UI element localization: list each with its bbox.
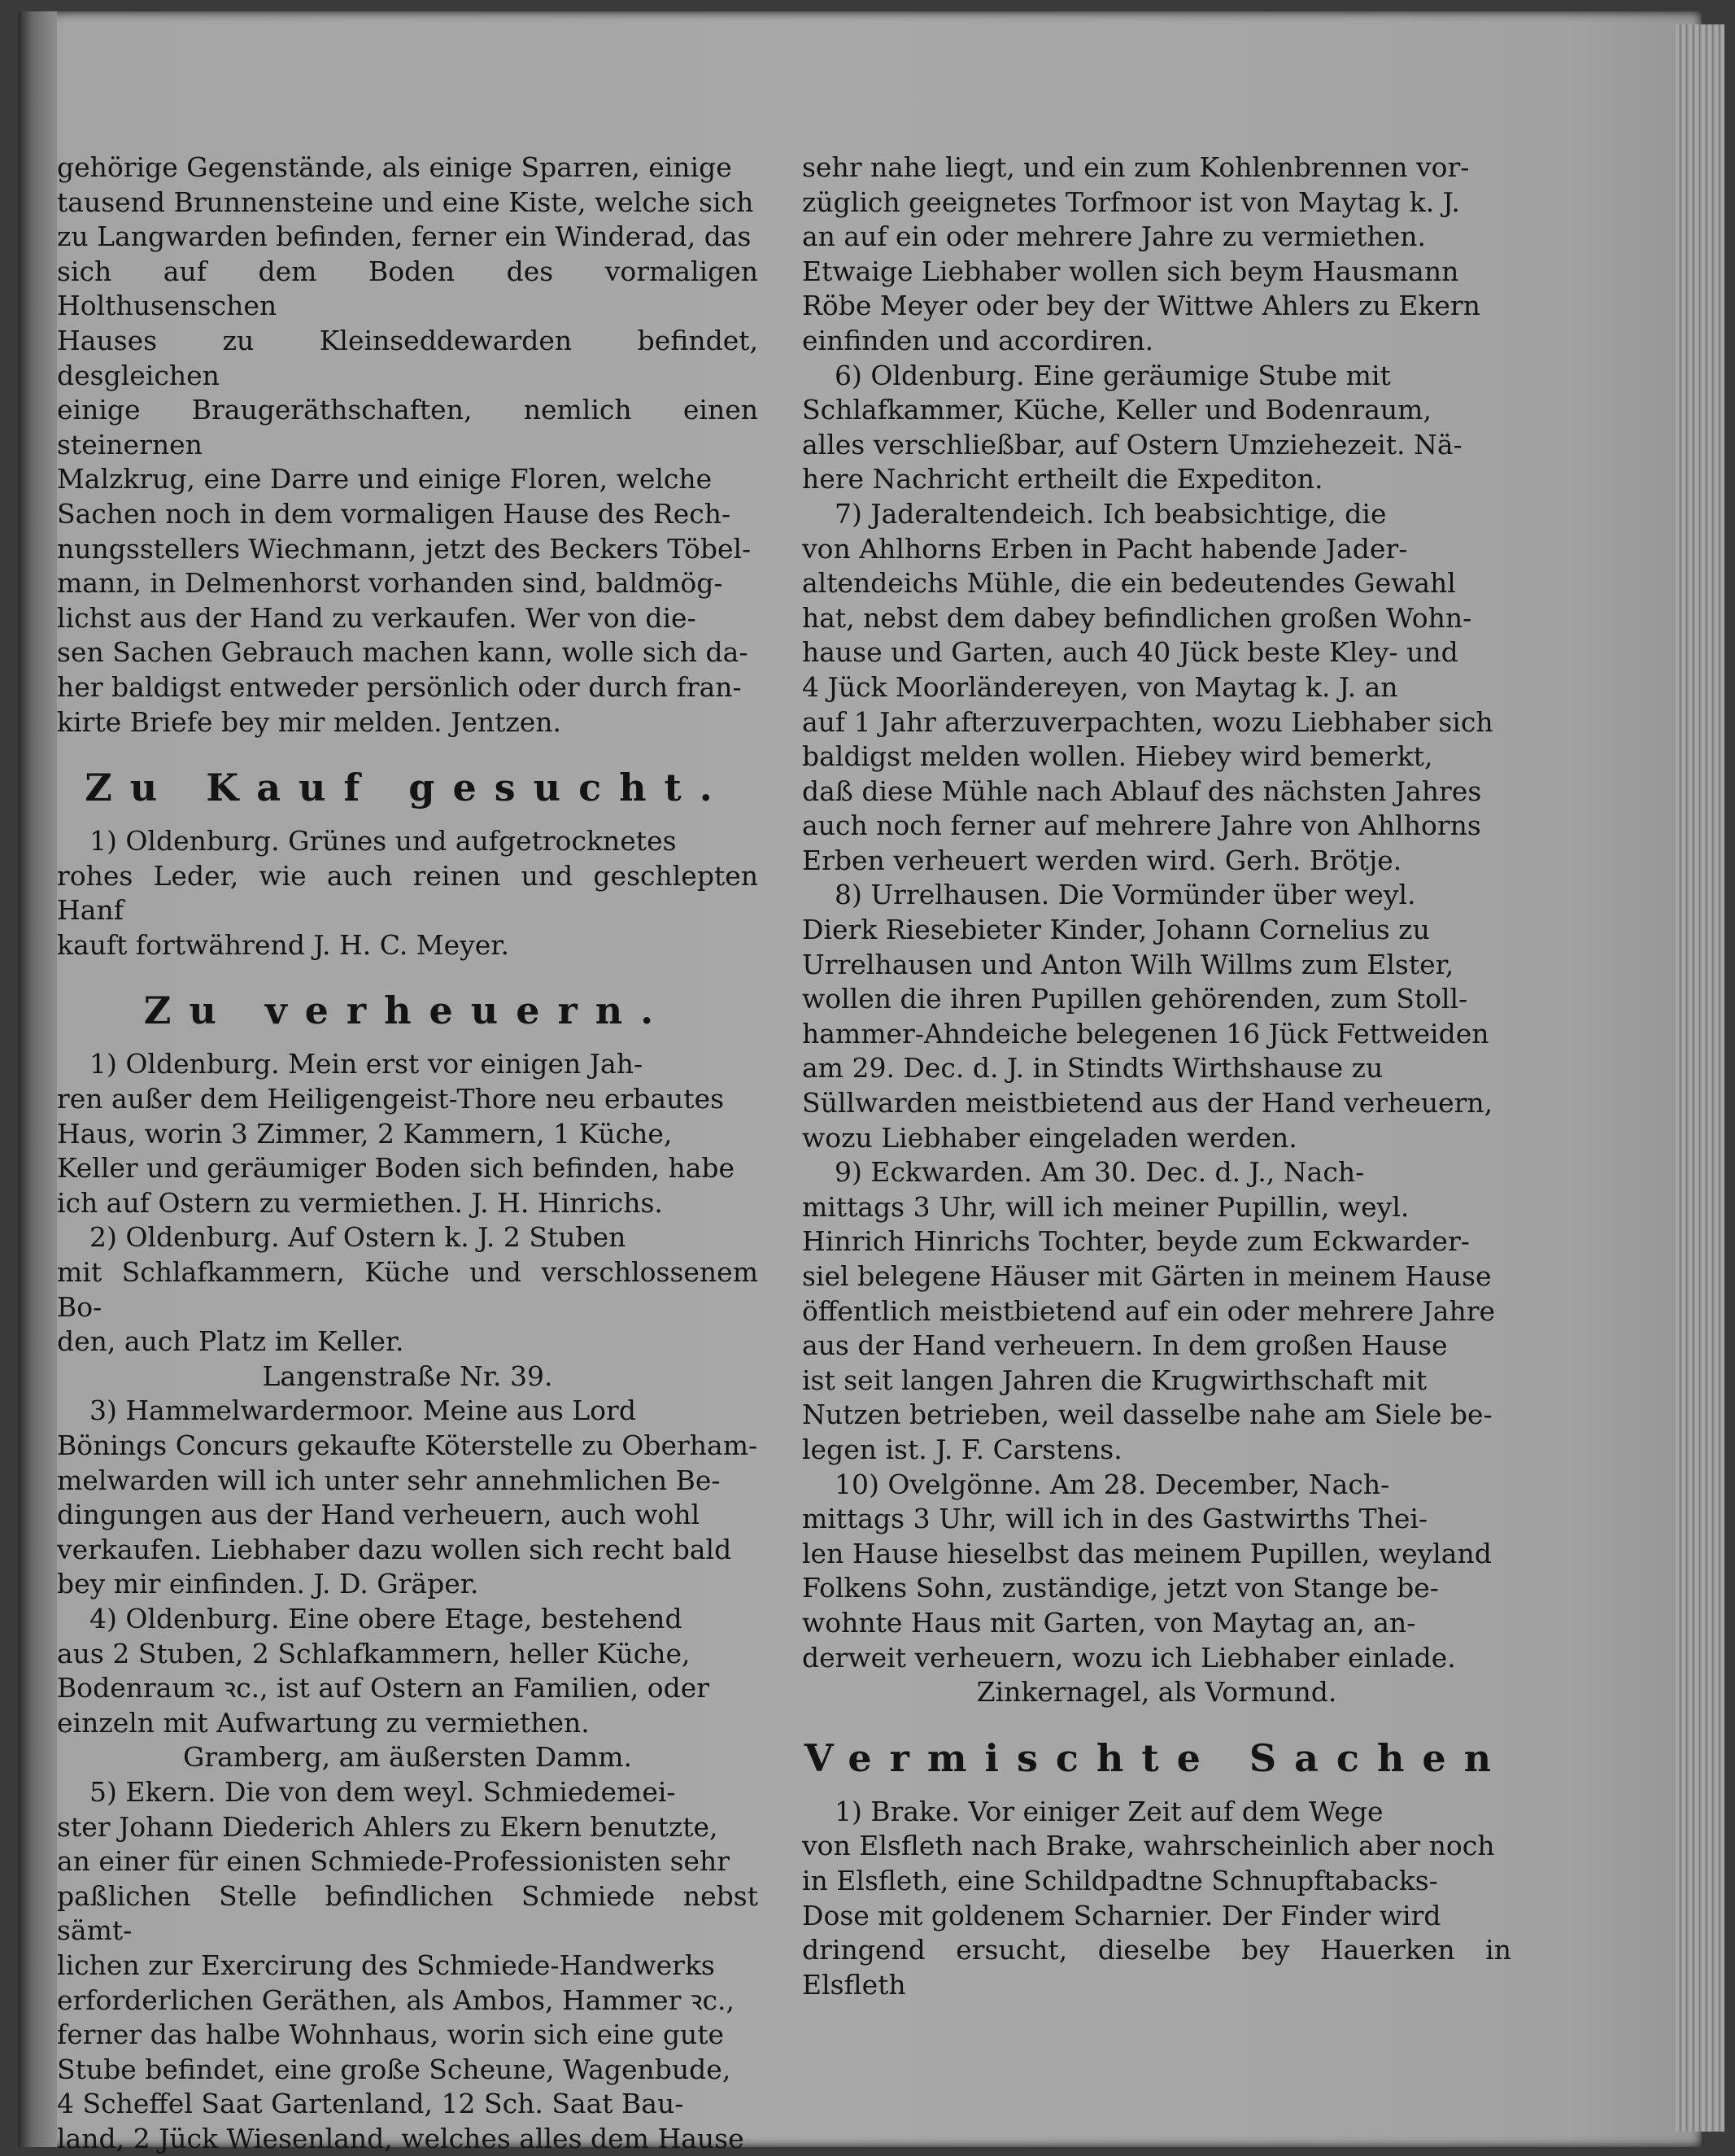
text-line: lichen zur Exercirung des Schmiede-Handwerks <box>57 1949 715 1981</box>
text-line: einfinden und accordiren. <box>802 324 1154 356</box>
text-line: Urrelhausen und Anton Wilh Willms zum Elster, <box>802 948 1454 980</box>
text-line: 4 Scheffel Saat Gartenland, 12 Sch. Saat Bau- <box>57 2088 684 2120</box>
text-line: Hauses zu Kleinseddewarden befindet, desgleichen <box>57 324 758 391</box>
intro-notice <box>57 151 758 740</box>
text-line: wollen die ihren Pupillen gehörenden, zum Stoll- <box>802 983 1468 1015</box>
text-line: rohes Leder, wie auch reinen und geschlepten Hanf <box>57 859 758 927</box>
text-line: altendeichs Mühle, die ein bedeutendes Gewahl <box>802 567 1456 600</box>
text-line: sich auf dem Boden des vormaligen Holthusenschen <box>57 255 758 322</box>
text-line: melwarden will ich unter sehr annehmlichen Be- <box>57 1464 721 1496</box>
text-line: an einer für einen Schmiede-Professionisten sehr <box>57 1845 730 1878</box>
notice-verheuern-7 <box>802 497 1511 879</box>
section-heading-vermischte: Vermischte Sachen <box>804 1735 1510 1780</box>
notice-verheuern-3 <box>57 1394 758 1602</box>
text-line: legen ist. J. F. Carstens. <box>802 1433 1123 1465</box>
text-line: ich auf Ostern zu vermiethen. J. H. Hinrichs. <box>57 1186 663 1219</box>
section-heading-kauf: Zu Kauf gesucht. <box>85 766 730 810</box>
notice-vermischte-1 <box>802 1795 1511 2003</box>
text-line: Erben verheuert werden wird. Gerh. Brötje. <box>802 844 1402 876</box>
text-line: Bönings Concurs gekaufte Köterstelle zu Oberham- <box>57 1429 758 1461</box>
notice-verheuern-10 <box>802 1468 1511 1710</box>
text-line: kirte Briefe bey mir melden. Jentzen. <box>57 705 562 738</box>
text-line: 3) Hammelwardermoor. Meine aus Lord <box>89 1394 636 1427</box>
text-line: 2) Oldenburg. Auf Ostern k. J. 2 Stuben <box>89 1221 626 1254</box>
text-line: derweit verheuern, wozu ich Liebhaber einlade. <box>802 1641 1456 1674</box>
notice-verheuern-8 <box>802 878 1511 1155</box>
text-line: öffentlich meistbietend auf ein oder mehrere Jahre <box>802 1294 1496 1327</box>
notice-verheuern-9 <box>802 1155 1511 1467</box>
text-line: Etwaige Liebhaber wollen sich beym Hausmann <box>802 255 1459 287</box>
text-line: 1) Brake. Vor einiger Zeit auf dem Wege <box>835 1795 1384 1827</box>
text-line: mittags 3 Uhr, will ich in des Gastwirths Thei- <box>802 1503 1428 1535</box>
text-line: ren außer dem Heiligengeist-Thore neu erbautes <box>57 1083 725 1115</box>
text-line: sehr nahe liegt, und ein zum Kohlenbrennen vor- <box>802 151 1470 183</box>
text-line: aus der Hand verheuern. In dem großen Hause <box>802 1329 1448 1362</box>
text-line: 6) Oldenburg. Eine geräumige Stube mit <box>835 359 1391 391</box>
text-line: Folkens Sohn, zuständige, jetzt von Stange be- <box>802 1572 1439 1604</box>
text-line: 4) Oldenburg. Eine obere Etage, bestehend <box>89 1602 682 1634</box>
text-line: Bodenraum ꝛc., ist auf Ostern an Familien, oder <box>57 1672 710 1704</box>
text-line: von Ahlhorns Erben in Pacht habende Jader- <box>802 532 1408 565</box>
notice-verheuern-4 <box>57 1602 758 1775</box>
text-line: den, auch Platz im Keller. <box>57 1325 404 1358</box>
text-line: dingungen aus der Hand verheuern, auch wohl <box>57 1499 700 1531</box>
text-line: mit Schlafkammern, Küche und verschlossenem Bo- <box>57 1256 758 1323</box>
text-line: gehörige Gegenstände, als einige Sparren, einige <box>57 151 732 183</box>
text-line: daß diese Mühle nach Ablauf des nächsten Jahres <box>802 775 1482 807</box>
text-line: Nutzen betrieben, weil dasselbe nahe am Siele be- <box>802 1399 1493 1431</box>
text-line: hammer-Ahndeiche belegenen 16 Jück Fettweiden <box>802 1017 1489 1050</box>
text-line: an auf ein oder mehrere Jahre zu vermiethen. <box>802 220 1427 253</box>
text-line: am 29. Dec. d. J. in Stindts Wirthshause zu <box>802 1052 1384 1085</box>
text-line: 10) Ovelgönne. Am 28. December, Nach- <box>835 1468 1390 1500</box>
text-line: 5) Ekern. Die von dem weyl. Schmiedemei- <box>89 1775 676 1808</box>
text-line: len Hause hieselbst das meinem Pupillen, weyland <box>802 1537 1492 1569</box>
text-line: Malzkrug, eine Darre und einige Floren, welche <box>57 463 713 495</box>
notice-signature: Zinkernagel, als Vormund. <box>976 1676 1337 1709</box>
text-line: zu Langwarden befinden, ferner ein Winderad, das <box>57 220 752 253</box>
notice-kauf-1 <box>57 824 758 962</box>
text-line: züglich geeignetes Torfmoor ist von Maytag k. J. <box>802 185 1460 218</box>
text-line: ferner das halbe Wohnhaus, worin sich eine gute <box>57 2019 724 2051</box>
text-line: Keller und geräumiger Boden sich befinden, habe <box>57 1152 735 1185</box>
text-line: lichst aus der Hand zu verkaufen. Wer von die- <box>57 601 696 634</box>
page-stack-edge <box>1676 24 1724 2132</box>
text-line: siel belegene Häuser mit Gärten in meinem Hause <box>802 1260 1492 1292</box>
text-line: baldigst melden wollen. Hiebey wird bemerkt, <box>802 740 1433 773</box>
text-line: paßlichen Stelle befindlichen Schmiede nebst sämt- <box>57 1879 758 1947</box>
text-line: Röbe Meyer oder bey der Wittwe Ahlers zu Ekern <box>802 290 1480 322</box>
text-line: von Elsfleth nach Brake, wahrscheinlich aber noch <box>802 1830 1495 1862</box>
text-line: Süllwarden meistbietend aus der Hand verheuern, <box>802 1087 1493 1119</box>
notice-verheuern-6 <box>802 359 1511 497</box>
text-line: 8) Urrelhausen. Die Vormünder über weyl. <box>835 879 1416 911</box>
text-line: verkaufen. Liebhaber dazu wollen sich recht bald <box>57 1533 732 1565</box>
text-line: nungsstellers Wiechmann, jetzt des Beckers Töbel- <box>57 532 752 565</box>
text-line: erforderlichen Geräthen, als Ambos, Hammer ꝛc., <box>57 1984 735 2016</box>
text-line: mann, in Delmenhorst vorhanden sind, baldmög- <box>57 567 723 600</box>
notice-signature: Langenstraße Nr. 39. <box>262 1360 553 1392</box>
left-column <box>57 151 758 2156</box>
text-line: her baldigst entweder persönlich oder durch fran- <box>57 670 742 703</box>
text-line: in Elsfleth, eine Schildpadtne Schnupftabacks- <box>802 1864 1438 1896</box>
text-line: kauft fortwährend J. H. C. Meyer. <box>57 928 509 961</box>
text-line: Sachen noch in dem vormaligen Hause des Rech- <box>57 497 731 530</box>
text-line: auch noch ferner auf mehrere Jahre von Ahlhorns <box>802 810 1481 842</box>
text-line: here Nachricht ertheilt die Expediton. <box>802 463 1323 495</box>
text-line: 9) Eckwarden. Am 30. Dec. d. J., Nach- <box>835 1156 1365 1189</box>
notice-verheuern-2 <box>57 1220 758 1394</box>
text-line: 4 Jück Moorländereyen, von Maytag k. J. an <box>802 670 1398 703</box>
text-line: 1) Oldenburg. Mein erst vor einigen Jah- <box>89 1048 643 1080</box>
text-line: wozu Liebhaber eingeladen werden. <box>802 1121 1297 1154</box>
text-line: wohnte Haus mit Garten, von Maytag an, an- <box>802 1606 1416 1639</box>
section-heading-verheuern: Zu verheuern. <box>143 989 672 1033</box>
text-line: Stube befindet, eine große Scheune, Wagenbude, <box>57 2053 731 2085</box>
text-line: einzeln mit Aufwartung zu vermiethen. <box>57 1706 590 1739</box>
text-line: aus 2 Stuben, 2 Schlafkammern, heller Küche, <box>57 1637 691 1669</box>
text-line: sen Sachen Gebrauch machen kann, wolle sich da- <box>57 636 748 669</box>
text-line: Hinrich Hinrichs Tochter, beyde zum Eckwarder- <box>802 1225 1470 1258</box>
text-line: Schlafkammer, Küche, Keller und Bodenraum, <box>802 394 1432 426</box>
text-line: hause und Garten, auch 40 Jück beste Kley- und <box>802 636 1458 669</box>
text-line: alles verschließbar, auf Ostern Umziehezeit. Nä- <box>802 428 1463 460</box>
text-line: 1) Oldenburg. Grünes und aufgetrocknetes <box>89 825 677 858</box>
notice-verheuern-1 <box>57 1047 758 1220</box>
text-line: Haus, worin 3 Zimmer, 2 Kammern, 1 Küche, <box>57 1117 673 1150</box>
text-line: ist seit langen Jahren die Krugwirthschaft mit <box>802 1364 1428 1396</box>
notice-signature: Gramberg, am äußersten Damm. <box>182 1741 633 1774</box>
notice-verheuern-5-continued <box>802 151 1511 359</box>
text-line: auf 1 Jahr afterzuverpachten, wozu Liebhaber sich <box>802 705 1493 738</box>
text-line: Dose mit goldenem Scharnier. Der Finder wird <box>802 1899 1441 1931</box>
right-column <box>802 151 1511 2002</box>
text-line: tausend Brunnensteine und eine Kiste, welche sich <box>57 185 754 218</box>
text-line: 7) Jaderaltendeich. Ich beabsichtige, die <box>835 497 1387 530</box>
text-line: land, 2 Jück Wiesenland, welches alles dem Hause <box>57 2122 744 2154</box>
notice-verheuern-5 <box>57 1775 758 2156</box>
text-line: dringend ersucht, dieselbe bey Hauerken in Elsfleth <box>802 1934 1511 2001</box>
page-gutter <box>18 11 57 2147</box>
text-line: hat, nebst dem dabey befindlichen großen Wohn- <box>802 601 1472 634</box>
text-line: ster Johann Diederich Ahlers zu Ekern benutzte, <box>57 1810 718 1843</box>
text-line: mittags 3 Uhr, will ich meiner Pupillin, weyl. <box>802 1190 1410 1223</box>
text-line: einige Braugeräthschaften, nemlich einen steinernen <box>57 394 758 460</box>
text-line: bey mir einfinden. J. D. Gräper. <box>57 1568 479 1600</box>
text-line: Dierk Riesebieter Kinder, Johann Cornelius zu <box>802 914 1430 946</box>
